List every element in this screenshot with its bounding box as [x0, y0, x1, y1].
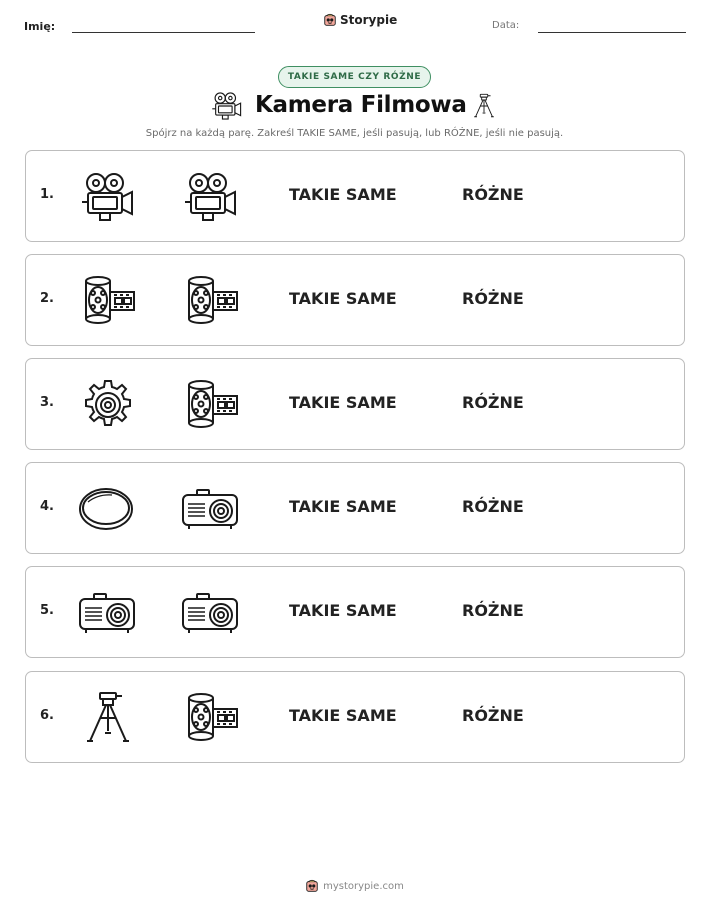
option-same[interactable]: TAKIE SAME	[289, 497, 397, 516]
option-different[interactable]: RÓŻNE	[462, 185, 524, 204]
title-row	[0, 90, 709, 126]
pie-logo-icon	[305, 879, 319, 893]
option-different[interactable]: RÓŻNE	[462, 601, 524, 620]
name-line[interactable]	[72, 32, 255, 33]
footer-url: mystorypie.com	[323, 880, 404, 892]
brand-name: Storypie	[340, 13, 398, 27]
date-line[interactable]	[538, 32, 686, 33]
movie-camera-icon	[78, 170, 138, 224]
instructions: Spójrz na każdą parę. Zakreśl TAKIE SAME, jeśli pasują, lub RÓŻNE, jeśli nie pasują.	[145, 128, 564, 139]
brand-logo	[323, 13, 397, 27]
film-reel-icon	[181, 378, 241, 432]
question-row	[25, 254, 685, 346]
projector-icon	[181, 586, 241, 640]
question-row	[25, 671, 685, 763]
lens-filter-icon	[78, 482, 138, 536]
page-title: Kamera Filmowa	[255, 92, 467, 118]
movie-camera-icon	[210, 90, 244, 122]
option-different[interactable]: RÓŻNE	[462, 393, 524, 412]
question-number: 4.	[40, 499, 54, 514]
option-same[interactable]: TAKIE SAME	[289, 185, 397, 204]
pie-logo-icon	[323, 13, 337, 27]
film-reel-icon	[78, 274, 138, 328]
tripod-icon	[470, 90, 498, 122]
option-same[interactable]: TAKIE SAME	[289, 601, 397, 620]
option-same[interactable]: TAKIE SAME	[289, 289, 397, 308]
question-row	[25, 566, 685, 658]
worksheet-type-badge: TAKIE SAME CZY RÓŻNE	[278, 66, 431, 88]
question-row	[25, 358, 685, 450]
question-number: 2.	[40, 291, 54, 306]
question-number: 5.	[40, 603, 54, 618]
date-label: Data:	[492, 20, 520, 31]
film-reel-icon	[181, 691, 241, 745]
option-different[interactable]: RÓŻNE	[462, 497, 524, 516]
question-row	[25, 462, 685, 554]
projector-icon	[78, 586, 138, 640]
tripod-icon	[78, 691, 138, 745]
question-number: 3.	[40, 395, 54, 410]
question-number: 1.	[40, 187, 54, 202]
projector-icon	[181, 482, 241, 536]
film-reel-icon	[181, 274, 241, 328]
option-different[interactable]: RÓŻNE	[462, 706, 524, 725]
option-same[interactable]: TAKIE SAME	[289, 393, 397, 412]
movie-camera-icon	[181, 170, 241, 224]
question-row	[25, 150, 685, 242]
footer	[0, 879, 709, 893]
option-same[interactable]: TAKIE SAME	[289, 706, 397, 725]
option-different[interactable]: RÓŻNE	[462, 289, 524, 308]
gear-icon	[78, 378, 138, 432]
name-label: Imię:	[24, 20, 56, 33]
question-number: 6.	[40, 708, 54, 723]
